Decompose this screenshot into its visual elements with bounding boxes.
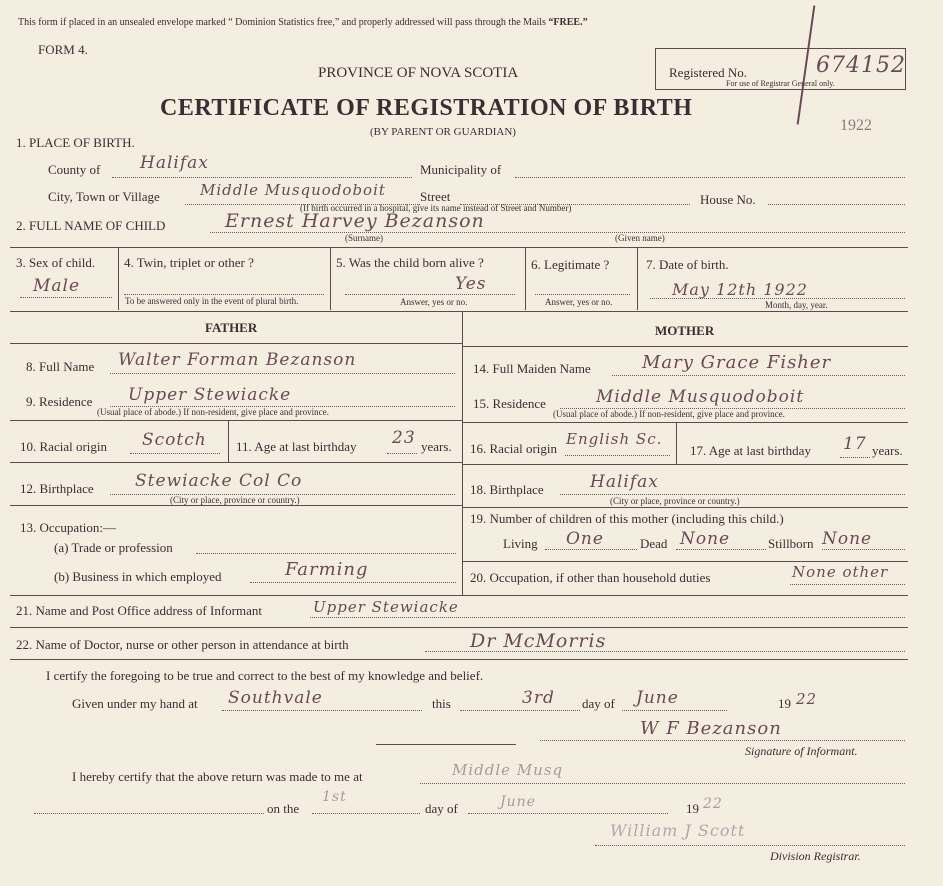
registrar-place-line (420, 783, 905, 784)
father-birthplace-label: 12. Birthplace (20, 481, 94, 496)
mother-age-value: 17 (843, 434, 867, 454)
father-racial-value: Scotch (142, 430, 207, 450)
col-divider (228, 420, 229, 462)
legitimate-label: 6. Legitimate ? (531, 257, 610, 272)
given-label: Given under my hand at (72, 696, 198, 711)
municipality-line (515, 177, 905, 178)
registrar-year-printed: 19 (686, 801, 699, 816)
sex-label: 3. Sex of child. (16, 255, 96, 270)
surname-note: (Surname) (345, 233, 383, 243)
doctor-value: Dr McMorris (470, 630, 607, 652)
street-label: Street (420, 189, 451, 204)
children-label: 19. Number of children of this mother (including this child.) (470, 511, 784, 526)
col-divider (525, 247, 526, 310)
mother-birthplace-label: 18. Birthplace (470, 482, 544, 497)
row-divider (10, 247, 908, 248)
month-line (622, 710, 727, 711)
separator-rule (376, 744, 516, 745)
mother-birthplace-note: (City or place, province or country.) (610, 496, 740, 506)
given-name-note: (Given name) (615, 233, 665, 243)
row-divider (10, 462, 462, 463)
legitimate-line (535, 294, 630, 295)
alive-value: Yes (455, 274, 487, 294)
house-line (768, 204, 905, 205)
year-value: 22 (796, 690, 818, 708)
row-divider (462, 507, 908, 508)
child-name-value: Ernest Harvey Bezanson (225, 210, 485, 232)
registrar-statement: I hereby certify that the above return was made to me at (72, 769, 363, 784)
certificate-title: CERTIFICATE OF REGISTRATION OF BIRTH (160, 95, 693, 121)
date-value: May 12th 1922 (672, 280, 808, 299)
registrar-dayof-label: day of (425, 801, 458, 816)
col-divider (676, 422, 677, 464)
informant-value: Upper Stewiacke (313, 598, 459, 616)
child-name-label: 2. FULL NAME OF CHILD (16, 218, 166, 233)
mother-age-label: 17. Age at last birthday (690, 443, 811, 458)
registrar-month-line (468, 813, 668, 814)
child-name-line (210, 232, 905, 233)
on-the-label: on the (267, 801, 300, 816)
registered-note: For use of Registrar General only. (726, 79, 835, 88)
county-label: County of (48, 162, 101, 177)
registrar-label: Division Registrar. (770, 849, 861, 863)
registered-label: Registered No. (669, 65, 747, 80)
province-heading: PROVINCE OF NOVA SCOTIA (318, 65, 519, 81)
twin-line (124, 294, 324, 295)
registered-number: 674152 (816, 53, 906, 78)
occupation-heading: 13. Occupation:— (20, 520, 117, 535)
this-label: this (432, 696, 451, 711)
father-residence-note: (Usual place of abode.) If non-resident, give place and province. (97, 407, 329, 417)
county-value: Halifax (140, 153, 209, 173)
father-name-value: Walter Forman Bezanson (118, 350, 357, 370)
stillborn-line (822, 549, 905, 550)
year-stamp: 1922 (840, 117, 872, 134)
registrar-blank-line (34, 813, 264, 814)
mother-birthplace-value: Halifax (590, 472, 659, 492)
father-birthplace-value: Stewiacke Col Co (135, 471, 303, 491)
mother-residence-note: (Usual place of abode.) If non-resident, give place and province. (553, 409, 785, 419)
father-racial-line (130, 453, 220, 454)
dayof-label: day of (582, 696, 615, 711)
col-divider (637, 247, 638, 310)
registrar-signature: William J Scott (610, 821, 746, 840)
registered-number-box (655, 48, 906, 90)
registrar-place-value: Middle Musq (452, 761, 564, 779)
row-divider (10, 311, 908, 312)
mother-racial-line (565, 455, 670, 456)
date-note: Month, day, year. (765, 300, 828, 310)
municipality-label: Municipality of (420, 162, 502, 177)
informant-label: 21. Name and Post Office address of Informant (16, 603, 262, 618)
certificate-subtitle: (BY PARENT OR GUARDIAN) (370, 126, 516, 138)
form-number: FORM 4. (38, 42, 88, 57)
mother-occupation-value: None other (792, 563, 889, 581)
mother-age-line (840, 457, 870, 458)
day-value: 3rd (522, 688, 555, 708)
twin-label: 4. Twin, triplet or other ? (124, 255, 254, 270)
father-name-label: 8. Full Name (26, 359, 95, 374)
trade-line (196, 553, 456, 554)
mother-name-label: 14. Full Maiden Name (473, 361, 591, 376)
mother-residence-label: 15. Residence (473, 396, 546, 411)
father-racial-label: 10. Racial origin (20, 439, 108, 454)
stillborn-value: None (822, 529, 873, 549)
row-divider (462, 464, 908, 465)
informant-line (310, 617, 905, 618)
father-age-line (387, 453, 417, 454)
row-divider (462, 422, 908, 423)
row-divider (10, 595, 908, 596)
day-line (460, 710, 580, 711)
street-note: (If birth occurred in a hospital, give its name instead of Street and Number) (300, 203, 572, 213)
business-label: (b) Business in which employed (54, 569, 222, 584)
informant-signature-label: Signature of Informant. (745, 744, 858, 758)
city-value: Middle Musquodoboit (200, 181, 386, 199)
house-label: House No. (700, 192, 756, 207)
center-divider (462, 311, 463, 595)
mother-residence-value: Middle Musquodoboit (596, 387, 805, 407)
row-divider (462, 346, 908, 347)
given-place-value: Southvale (228, 688, 323, 708)
alive-line (345, 294, 515, 295)
father-birthplace-note: (City or place, province or country.) (170, 495, 300, 505)
county-line (112, 177, 412, 178)
mother-racial-value: English Sc. (566, 430, 663, 448)
alive-note: Answer, yes or no. (400, 297, 468, 307)
father-heading: FATHER (205, 320, 258, 335)
mother-birthplace-line (560, 494, 905, 495)
mother-name-line (612, 375, 905, 376)
doctor-label: 22. Name of Doctor, nurse or other person in attendance at birth (16, 637, 349, 652)
date-label: 7. Date of birth. (646, 257, 729, 272)
sex-line (20, 297, 112, 298)
mother-age-years: years. (872, 443, 903, 458)
row-divider (462, 561, 908, 562)
living-line (545, 549, 637, 550)
col-divider (330, 247, 331, 310)
place-of-birth-heading: 1. PLACE OF BIRTH. (16, 135, 135, 150)
certify-statement: I certify the foregoing to be true and correct to the best of my knowledge and belief. (46, 668, 484, 683)
mail-notice: This form if placed in an unsealed envelope marked “ Dominion Statistics free,” and properly addressed will pass through the Mails “FREE.” (18, 17, 588, 28)
informant-signature-line (540, 740, 905, 741)
dead-value: None (680, 529, 731, 549)
dead-label: Dead (640, 536, 668, 551)
mother-racial-label: 16. Racial origin (470, 441, 558, 456)
registrar-year-value: 22 (703, 796, 723, 812)
mother-name-value: Mary Grace Fisher (642, 352, 832, 373)
stillborn-label: Stillborn (768, 536, 814, 551)
sex-value: Male (33, 276, 81, 296)
father-residence-label: 9. Residence (26, 394, 93, 409)
given-place-line (222, 710, 422, 711)
mother-occupation-label: 20. Occupation, if other than household duties (470, 570, 711, 585)
father-name-line (110, 373, 455, 374)
father-age-years: years. (421, 439, 452, 454)
registrar-signature-line (595, 845, 905, 846)
dead-line (676, 549, 766, 550)
father-age-value: 23 (392, 428, 416, 448)
living-label: Living (503, 536, 538, 551)
father-residence-value: Upper Stewiacke (128, 385, 292, 405)
twin-note: To be answered only in the event of plural birth. (125, 296, 299, 306)
father-age-label: 11. Age at last birthday (236, 439, 357, 454)
row-divider (10, 343, 462, 344)
row-divider (10, 420, 462, 421)
registrar-day-value: 1st (322, 789, 347, 805)
mother-occupation-line (790, 584, 905, 585)
informant-signature: W F Bezanson (640, 718, 782, 739)
registrar-day-line (312, 813, 420, 814)
legitimate-note: Answer, yes or no. (545, 297, 613, 307)
month-value: June (636, 688, 679, 708)
mother-heading: MOTHER (655, 323, 715, 338)
business-line (250, 582, 456, 583)
year-printed: 19 (778, 696, 791, 711)
trade-label: (a) Trade or profession (54, 540, 173, 555)
city-label: City, Town or Village (48, 189, 160, 204)
row-divider (10, 505, 462, 506)
living-value: One (566, 529, 604, 549)
row-divider (10, 627, 908, 628)
registrar-month-value: June (500, 794, 536, 810)
row-divider (10, 659, 908, 660)
col-divider (118, 247, 119, 310)
business-value: Farming (285, 559, 369, 580)
alive-label: 5. Was the child born alive ? (336, 255, 484, 270)
